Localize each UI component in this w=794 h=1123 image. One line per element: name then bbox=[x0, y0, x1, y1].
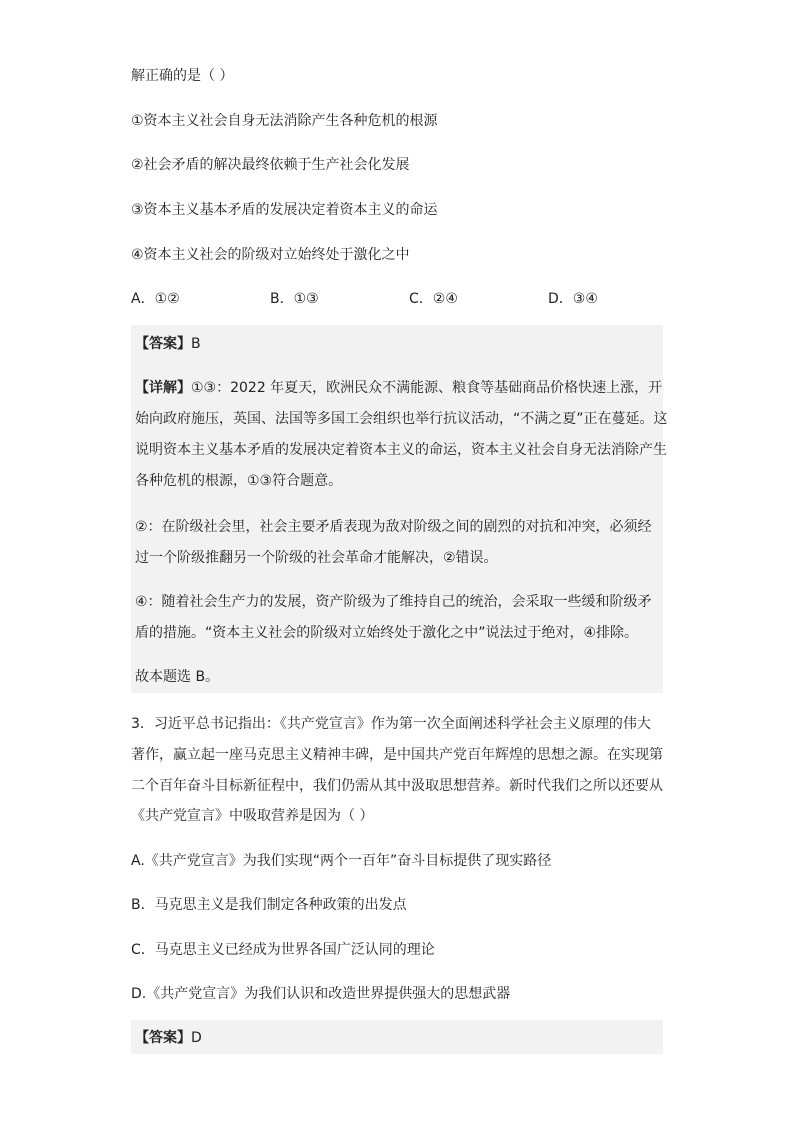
q3-stem-line-1: 3．习近平总书记指出：《共产党宣言》作为第一次全面阐述科学社会主义原理的伟大 bbox=[131, 716, 651, 732]
statement-2: ②社会矛盾的解决最终依赖于生产社会化发展 bbox=[131, 157, 410, 173]
option-c: C．②④ bbox=[409, 291, 458, 307]
statement-1: ①资本主义社会自身无法消除产生各种危机的根源 bbox=[131, 113, 438, 129]
detail-line-5: ②：在阶级社会里，社会主要矛盾表现为敌对阶级之间的剧烈的对抗和冲突，必须经 bbox=[135, 519, 652, 535]
option-d: D．③④ bbox=[548, 291, 598, 307]
q3-answer-block bbox=[131, 1020, 663, 1054]
detail-line-1 bbox=[135, 378, 662, 398]
answer-label: 【答案】 bbox=[135, 336, 191, 352]
answer-explanation-block bbox=[131, 325, 668, 693]
answer-value: B bbox=[191, 336, 201, 352]
option-a: A．①② bbox=[131, 291, 180, 307]
q3-option-b: B．马克思主义是我们制定各种政策的出发点 bbox=[131, 897, 407, 913]
q3-option-c: C．马克思主义已经成为世界各国广泛认同的理论 bbox=[131, 942, 435, 958]
detail-line-7: ④：随着社会生产力的发展，资产阶级为了维持自己的统治，会采取一些缓和阶级矛 bbox=[135, 594, 652, 610]
detail-line-8: 盾的措施。“资本主义社会的阶级对立始终处于激化之中”说法过于绝对，④排除。 bbox=[135, 625, 639, 641]
q3-option-a: A.《共产党宣言》为我们实现“两个一百年”奋斗目标提供了现实路径 bbox=[131, 853, 552, 869]
statement-4: ④资本主义社会的阶级对立始终处于激化之中 bbox=[131, 247, 410, 263]
q3-option-d: D.《共产党宣言》为我们认识和改造世界提供强大的思想武器 bbox=[131, 986, 511, 1002]
q3-answer-label: 【答案】 bbox=[135, 1030, 191, 1046]
detail-label: 【详解】 bbox=[135, 380, 191, 396]
detail-text: ①③：2022 年夏天，欧洲民众不满能源、粮食等基础商品价格快速上涨，开 bbox=[191, 380, 663, 396]
detail-line-2: 始向政府施压，英国、法国等多国工会组织也举行抗议活动，“不满之夏”正在蔓延。这 bbox=[135, 411, 668, 427]
q3-stem-line-2: 著作，赢立起一座马克思主义精神丰碑，是中国共产党百年辉煌的思想之源。在实现第 bbox=[131, 747, 663, 763]
statement-3: ③资本主义基本矛盾的发展决定着资本主义的命运 bbox=[131, 202, 438, 218]
detail-line-4: 各种危机的根源，①③符合题意。 bbox=[135, 473, 343, 489]
detail-line-6: 过一个阶级推翻另一个阶级的社会革命才能解决，②错误。 bbox=[135, 550, 498, 566]
q3-answer-line bbox=[135, 1028, 202, 1048]
detail-line-3: 说明资本主义基本矛盾的发展决定着资本主义的命运，资本主义社会自身无法消除产生 bbox=[135, 442, 667, 458]
conclusion-line: 故本题选 B。 bbox=[135, 669, 220, 685]
q3-stem-line-4: 《共产党宣言》中吸取营养是因为（ ） bbox=[131, 808, 374, 824]
q3-stem-line-3: 二个百年奋斗目标新征程中，我们仍需从其中汲取思想营养。新时代我们之所以还要从 bbox=[131, 778, 663, 794]
q3-answer-value: D bbox=[191, 1030, 202, 1046]
option-b: B．①③ bbox=[270, 291, 319, 307]
answer-line bbox=[135, 334, 201, 354]
question-stem-tail: 解正确的是（ ） bbox=[131, 68, 234, 84]
